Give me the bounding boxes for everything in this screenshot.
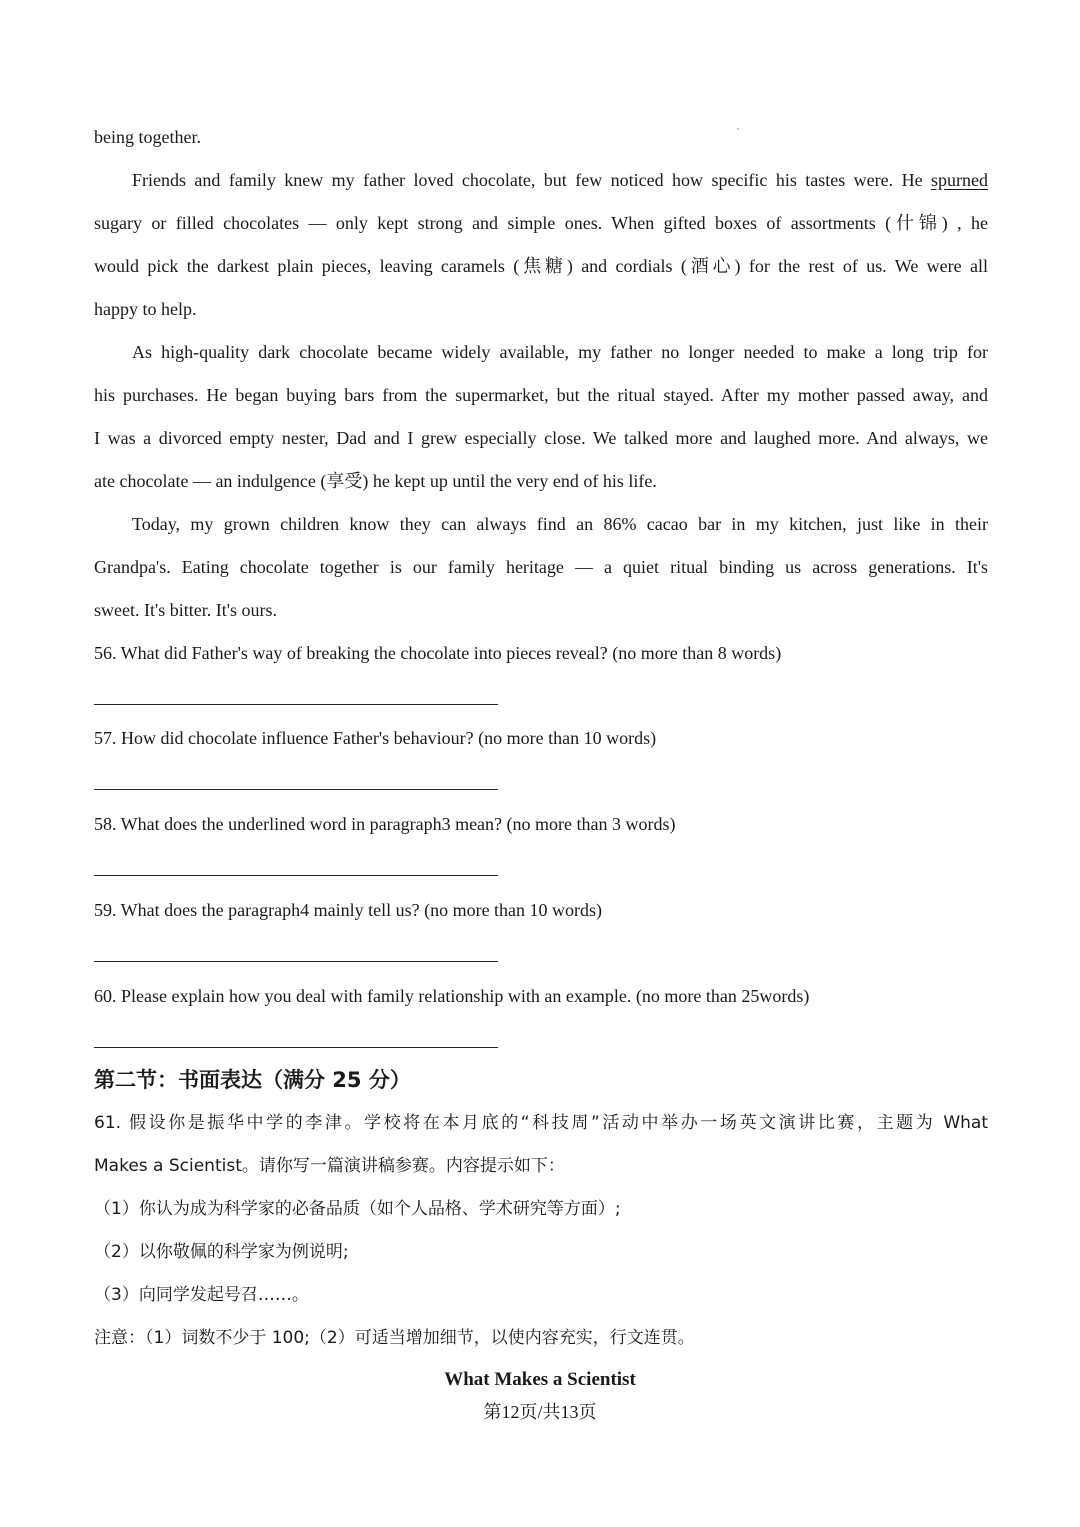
underlined-word: spurned [931,170,989,190]
prompt-line: Makes a Scientist。请你写一篇演讲稿参赛。内容提示如下： [94,1156,565,1176]
passage-line: sweet. It's bitter. It's ours. [94,600,277,620]
answer-line-59[interactable] [94,961,498,962]
answer-line-58[interactable] [94,875,498,876]
answer-line-56[interactable] [94,704,498,705]
answer-line-60[interactable] [94,1047,498,1048]
passage-line: ate chocolate — an indulgence (享受) he kept up until the very end of his life. [94,471,657,491]
passage-line: I was a divorced empty nester, Dad and I grew especially close. We talked more and laughed more. And always, we [94,428,988,448]
section-title: 第二节：书面表达（满分 25 分） [94,1068,411,1092]
question-60: 60. Please explain how you deal with family relationship with an example. (no more than 25words) [94,986,810,1006]
content-point: （1）你认为成为科学家的必备品质（如个人品格、学术研究等方面）; [94,1199,621,1219]
passage-line [132,168,988,192]
passage-line: his purchases. He began buying bars from the supermarket, but the ritual stayed. After my mother passed away, and [94,385,988,405]
passage-line: would pick the darkest plain pieces, leaving caramels (焦糖) and cordials (酒心) for the rest of us. We were all [94,256,988,276]
passage-line: Today, my grown children know they can always find an 86% cacao bar in my kitchen, just like in their [132,514,988,534]
content-point: （2）以你敬佩的科学家为例说明; [94,1242,349,1262]
content-point: （3）向同学发起号召……。 [94,1285,309,1305]
passage-line: sugary or filled chocolates — only kept strong and simple ones. When gifted boxes of assortments (什锦) , he [94,213,988,233]
passage-line: happy to help. [94,299,197,319]
prompt-line: 61. 假设你是振华中学的李津。学校将在本月底的“科技周”活动中举办一场英文演讲比赛，主题为 What [94,1113,988,1133]
note: 注意：（1）词数不少于 100;（2）可适当增加细节，以使内容充实，行文连贯。 [94,1328,695,1348]
question-57: 57. How did chocolate influence Father's behaviour? (no more than 10 words) [94,728,657,748]
essay-title: What Makes a Scientist [444,1369,636,1390]
passage-text: Friends and family knew my father loved chocolate, but few noticed how specific his tastes were. He [132,170,923,190]
passage-line: As high-quality dark chocolate became widely available, my father no longer needed to make a long trip for [132,342,988,362]
question-59: 59. What does the paragraph4 mainly tell us? (no more than 10 words) [94,900,603,920]
question-58: 58. What does the underlined word in paragraph3 mean? (no more than 3 words) [94,814,676,834]
passage-line: being together. [94,127,201,147]
question-56: 56. What did Father's way of breaking the chocolate into pieces reveal? (no more than 8 words) [94,643,782,663]
answer-line-57[interactable] [94,789,498,790]
page-number: 第12页/共13页 [483,1402,597,1422]
passage-line: Grandpa's. Eating chocolate together is our family heritage — a quiet ritual binding us across generations. It's [94,557,988,577]
